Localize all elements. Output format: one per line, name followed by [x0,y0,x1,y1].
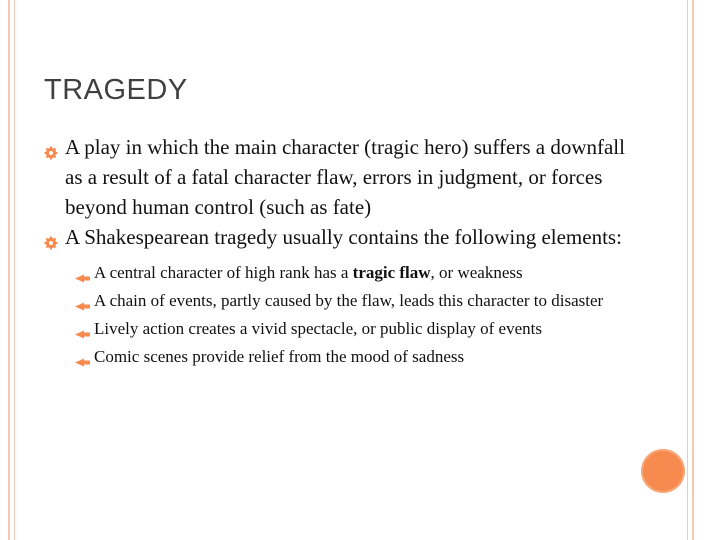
sub-bullet-text: A chain of events, partly caused by the flaw, leads this character to disaster [94,291,604,310]
bullet-text: A Shakespearean tragedy usually contains the following elements: [65,225,622,249]
sub-bullet-text: Lively action creates a vivid spectacle, or public display of events [94,319,542,338]
gear-icon [44,138,58,152]
sub-bullet-list [44,259,644,371]
slide-title: TRAGEDY [44,74,188,106]
sub-bullet-item [44,315,644,343]
arrow-bullet-icon [75,349,90,360]
arrow-bullet-icon [75,293,90,304]
slide-content [44,132,644,371]
emphasis-text: tragic flaw [352,263,431,282]
bullet-item [44,222,644,252]
bullet-item [44,132,644,222]
bullet-text: A play in which the main character (tragic hero) suffers a downfall as a result of a fatal character flaw, errors in judgment, or forces beyond human control (such as fate) [65,135,625,219]
sub-bullet-item [44,343,644,371]
sub-bullet-item [44,287,644,315]
gear-icon [44,228,58,242]
sub-bullet-text: A central character of high rank has a tragic flaw, or weakness [94,263,523,282]
arrow-bullet-icon [75,321,90,332]
sub-bullet-item [44,259,644,287]
accent-circle [641,449,685,493]
arrow-bullet-icon [75,265,90,276]
sub-bullet-text: Comic scenes provide relief from the mood of sadness [94,347,465,366]
